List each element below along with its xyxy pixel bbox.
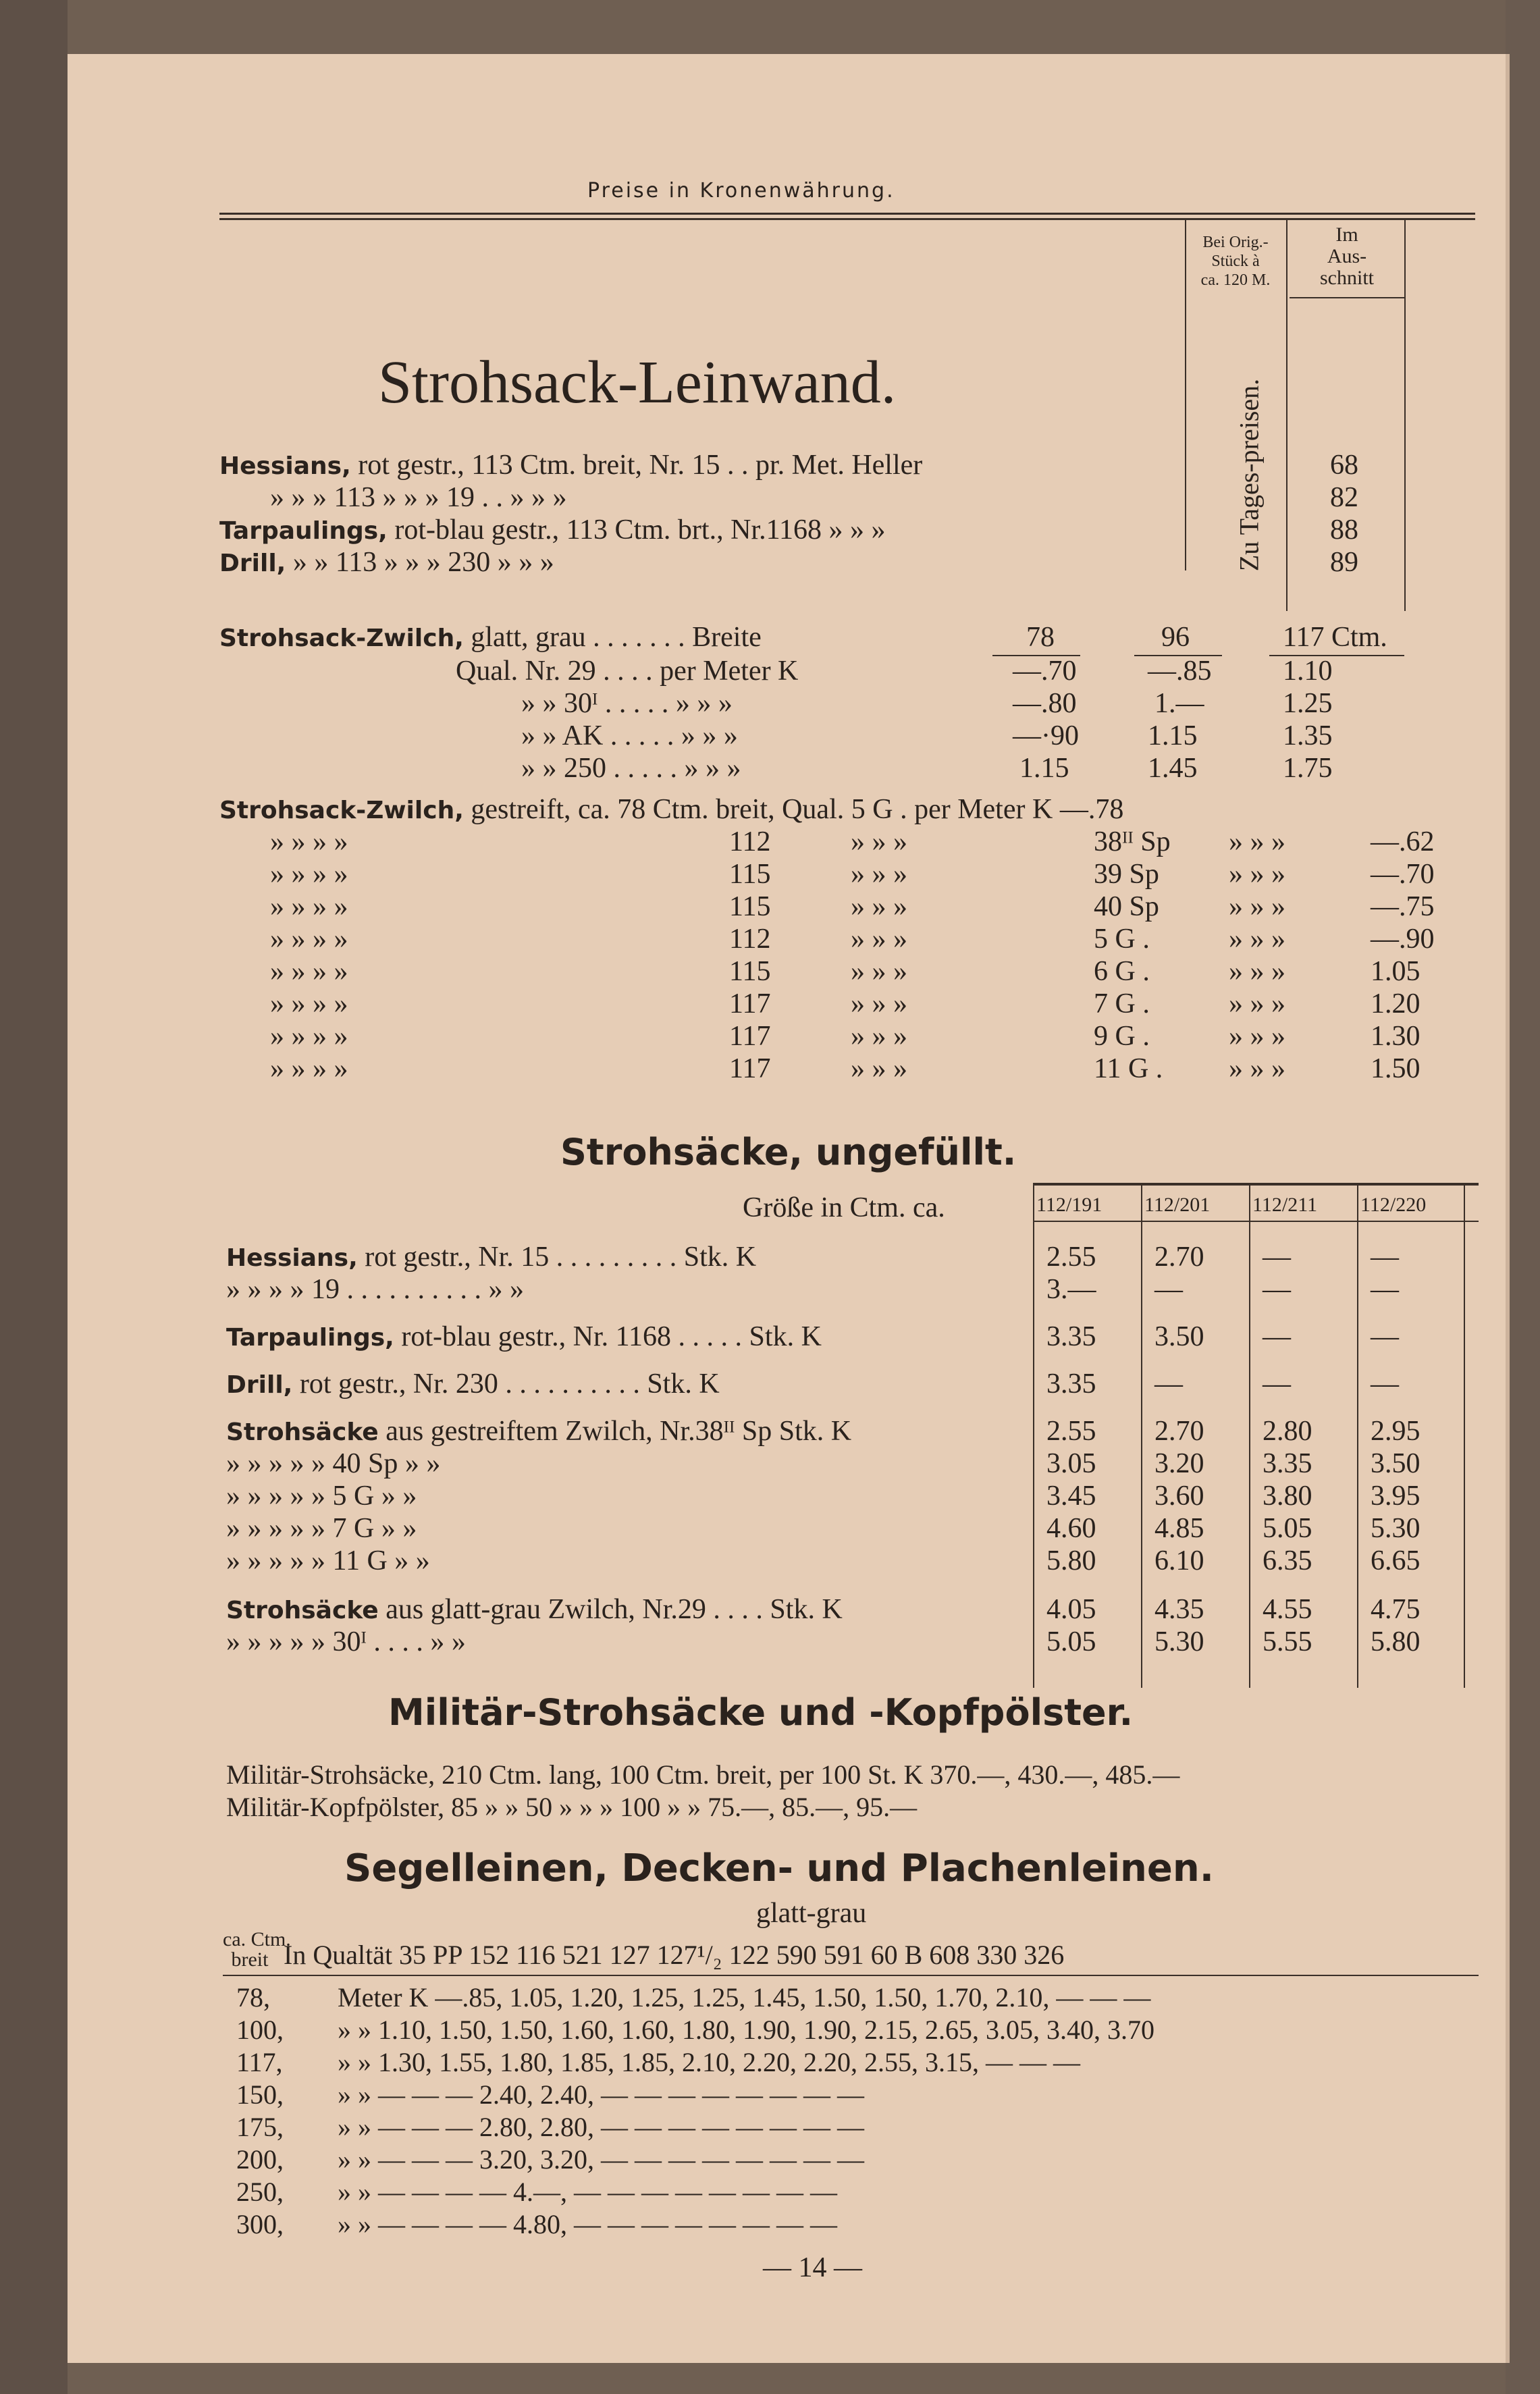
zwilch-glatt-row: » » 250 . . . . . » » » (521, 753, 741, 784)
gestreift-quality: 9 G . (1094, 1021, 1150, 1052)
price-cell: — (1154, 1274, 1183, 1305)
price-cell: — (1263, 1242, 1291, 1273)
price-cell: 5.30 (1371, 1513, 1420, 1544)
price-cell: 5.30 (1154, 1626, 1204, 1657)
price-cell: 6.35 (1263, 1545, 1312, 1576)
gestreift-width: 117 (729, 1053, 771, 1084)
price-cell: 1.25 (1283, 688, 1333, 719)
page-header: Preise in Kronenwährung. (587, 179, 895, 203)
cut-price-header: Im Aus- schnitt (1320, 223, 1374, 289)
column-divider (1249, 1185, 1250, 1688)
ungefuellt-row (226, 1368, 720, 1402)
gestreift-ditto: » » » (1229, 826, 1285, 857)
size-col: 112/220 (1360, 1194, 1427, 1216)
segel-row: » » — — — 2.80, 2.80, — — — — — — — — (338, 2112, 864, 2142)
gestreift-ditto: » » » » (270, 1053, 348, 1084)
price-cell: 1.75 (1283, 753, 1333, 784)
header-underline (1290, 297, 1404, 298)
gestreift-price: 1.50 (1371, 1053, 1420, 1084)
price-cell: 4.85 (1154, 1513, 1204, 1544)
price-cell: 2.95 (1371, 1416, 1420, 1447)
page-number: — 14 — (763, 2252, 862, 2283)
price-cell: — (1371, 1242, 1399, 1273)
ungefuellt-row: » » » » 19 . . . . . . . . . . » » (226, 1274, 524, 1305)
price-cell: — (1154, 1368, 1183, 1400)
price-cell: 5.05 (1046, 1626, 1096, 1657)
ungefuellt-row: » » » » » 40 Sp » » (226, 1448, 441, 1479)
segel-width: 175, (236, 2112, 284, 2142)
gestreift-ditto: » » » (1229, 859, 1285, 890)
militaer-line: Militär-Strohsäcke, 210 Ctm. lang, 100 Ctm. breit, per 100 St. K 370.—, 430.—, 485.— (226, 1759, 1180, 1790)
militaer-line: Militär-Kopfpölster, 85 » » 50 » » » 100 » » 75.—, 85.—, 95.— (226, 1792, 918, 1822)
segel-row: » » — — — 2.40, 2.40, — — — — — — — — (338, 2079, 864, 2110)
gestreift-quality: 5 G . (1094, 924, 1150, 955)
leinwand-price: 82 (1330, 482, 1358, 513)
gestreift-ditto: » » » (851, 826, 907, 857)
leinwand-price: 68 (1330, 450, 1358, 481)
original-piece-header: Bei Orig.- Stück à ca. 120 M. (1200, 234, 1271, 289)
price-cell: 2.70 (1154, 1242, 1204, 1273)
width-96: 96 (1161, 622, 1190, 653)
price-cell: 3.05 (1046, 1448, 1096, 1479)
ungefuellt-row (226, 1321, 822, 1354)
price-cell: — (1263, 1321, 1291, 1352)
gestreift-ditto: » » » (1229, 924, 1285, 955)
price-cell: — (1371, 1321, 1399, 1352)
section-title-leinwand: Strohsack-Leinwand. (378, 349, 897, 416)
gestreift-quality: 40 Sp (1094, 891, 1159, 922)
price-cell: — (1263, 1274, 1291, 1305)
gestreift-price: —.90 (1371, 924, 1435, 955)
zwilch-glatt-row: » » 30ᴵ . . . . . » » » (521, 688, 733, 719)
gestreift-ditto: » » » (851, 859, 907, 890)
segel-width: 100, (236, 2015, 284, 2045)
gestreift-ditto: » » » (1229, 1021, 1285, 1052)
gestreift-ditto: » » » » (270, 1021, 348, 1052)
segel-width: 300, (236, 2209, 284, 2239)
zwilch-glatt-header: Strohsack-Zwilch, glatt, grau . . . . . . . Breite (219, 622, 762, 653)
gestreift-ditto: » » » » (270, 859, 348, 890)
segel-row: » » 1.10, 1.50, 1.50, 1.60, 1.60, 1.80, 1.90, 1.90, 2.15, 2.65, 3.05, 3.40, 3.70 (338, 2015, 1154, 2045)
price-cell: 3.— (1046, 1274, 1096, 1305)
price-cell: 2.55 (1046, 1242, 1096, 1273)
segel-rule (223, 1975, 1479, 1976)
price-cell: 1.35 (1283, 720, 1333, 751)
price-cell: 3.50 (1154, 1321, 1204, 1352)
gestreift-ditto: » » » » (270, 924, 348, 955)
column-divider (1141, 1185, 1142, 1688)
price-cell: 1.15 (1148, 720, 1198, 751)
gestreift-ditto: » » » » (270, 988, 348, 1019)
price-cell: — (1371, 1274, 1399, 1305)
gestreift-price: —.70 (1371, 859, 1435, 890)
segel-width: 200, (236, 2144, 284, 2175)
gestreift-ditto: » » » (851, 1053, 907, 1084)
gestreift-price: 1.20 (1371, 988, 1420, 1019)
price-cell: —.85 (1148, 656, 1212, 687)
price-cell: 3.35 (1263, 1448, 1312, 1479)
width-78: 78 (1026, 622, 1055, 653)
price-cell: —.80 (1013, 688, 1077, 719)
price-cell: 4.55 (1263, 1594, 1312, 1625)
gestreift-ditto: » » » (1229, 1053, 1285, 1084)
size-col: 112/201 (1144, 1194, 1211, 1216)
price-cell: — (1371, 1368, 1399, 1400)
price-cell: 1.15 (1019, 753, 1069, 784)
size-table-rule (1033, 1221, 1479, 1222)
gestreift-ditto: » » » (851, 956, 907, 987)
price-cell: 5.05 (1263, 1513, 1312, 1544)
gestreift-ditto: » » » » (270, 956, 348, 987)
ungefuellt-row (226, 1415, 851, 1449)
price-cell: 3.45 (1046, 1481, 1096, 1512)
price-cell: 2.70 (1154, 1416, 1204, 1447)
size-col: 112/211 (1252, 1194, 1318, 1216)
price-cell: 3.35 (1046, 1321, 1096, 1352)
segel-quality-head: In Qualtät 35 PP 152 116 521 127 127¹/₂ 122 590 591 60 B 608 330 326 (284, 1940, 1065, 1970)
price-cell: 5.80 (1371, 1626, 1420, 1657)
gestreift-quality: 39 Sp (1094, 859, 1159, 890)
catalog-page (68, 54, 1510, 2363)
gestreift-width: 117 (729, 988, 771, 1019)
leinwand-row: Hessians, rot gestr., 113 Ctm. breit, Nr. 15 . . pr. Met. Heller (219, 450, 923, 481)
price-cell: —.70 (1013, 656, 1077, 687)
price-cell: 4.05 (1046, 1594, 1096, 1625)
gestreift-ditto: » » » (1229, 891, 1285, 922)
row-description: rot gestr., Nr. 230 . . . . . . . . . . Stk. K (292, 1368, 720, 1400)
gestreift-quality: 38ᴵᴵ Sp (1094, 826, 1171, 857)
gestreift-price: 1.05 (1371, 956, 1420, 987)
ungefuellt-row (226, 1593, 843, 1627)
leinwand-row: Drill, » » 113 » » » 230 » » » (219, 547, 554, 578)
segel-row: » » — — — 3.20, 3.20, — — — — — — — — (338, 2144, 864, 2175)
column-divider (1033, 1185, 1034, 1688)
ungefuellt-row: » » » » » 5 G » » (226, 1481, 417, 1512)
price-cell: 4.35 (1154, 1594, 1204, 1625)
price-cell: 3.50 (1371, 1448, 1420, 1479)
price-cell: 1.— (1154, 688, 1204, 719)
section-title-segel: Segelleinen, Decken- und Plachenleinen. (344, 1846, 1215, 1890)
section-title-militaer: Militär-Strohsäcke und -Kopfpölster. (388, 1691, 1134, 1734)
zwilch-glatt-row: » » AK . . . . . » » » (521, 720, 738, 751)
price-cell: 2.55 (1046, 1416, 1096, 1447)
gestreift-ditto: » » » (851, 924, 907, 955)
gestreift-width: 115 (729, 859, 771, 890)
row-description: aus glatt-grau Zwilch, Nr.29 . . . . Stk. K (378, 1594, 843, 1625)
gestreift-width: 117 (729, 1021, 771, 1052)
daily-price-note: Zu Tages-preisen. (1233, 378, 1265, 572)
gestreift-width: 112 (729, 826, 771, 857)
row-label: Drill, (226, 1371, 293, 1399)
ungefuellt-row (226, 1241, 756, 1275)
leinwand-price: 88 (1330, 514, 1358, 546)
gestreift-price: 1.30 (1371, 1021, 1420, 1052)
column-divider (1357, 1185, 1358, 1688)
price-cell: —·90 (1013, 720, 1079, 751)
section-title-ungefuellt: Strohsäcke, ungefüllt. (560, 1131, 1017, 1173)
segel-width-head: ca. Ctm. breit (223, 1928, 291, 1971)
gestreift-ditto: » » » » (270, 826, 348, 857)
gestreift-width: 112 (729, 924, 771, 955)
size-label: Größe in Ctm. ca. (743, 1192, 945, 1223)
header-rule (219, 213, 1475, 215)
leinwand-row: Tarpaulings, rot-blau gestr., 113 Ctm. brt., Nr.1168 » » » (219, 514, 886, 546)
scan-background-right (1506, 0, 1540, 2394)
price-cell: 3.95 (1371, 1481, 1420, 1512)
segel-width: 250, (236, 2177, 284, 2207)
gestreift-quality: 7 G . (1094, 988, 1150, 1019)
price-cell: 5.55 (1263, 1626, 1312, 1657)
gestreift-ditto: » » » (851, 1021, 907, 1052)
row-label: Tarpaulings, (226, 1324, 394, 1352)
price-cell: 3.60 (1154, 1481, 1204, 1512)
zwilch-glatt-row: Qual. Nr. 29 . . . . per Meter K (456, 656, 799, 687)
row-description: rot-blau gestr., Nr. 1168 . . . . . Stk. K (394, 1321, 822, 1352)
row-description: aus gestreiftem Zwilch, Nr.38ᴵᴵ Sp Stk. K (378, 1416, 852, 1447)
ungefuellt-row: » » » » » 11 G » » (226, 1545, 430, 1576)
segel-width: 150, (236, 2079, 284, 2110)
price-cell: 5.80 (1046, 1545, 1096, 1576)
segel-row: » » — — — — 4.80, — — — — — — — — (338, 2209, 837, 2239)
column-divider (1185, 219, 1186, 570)
price-cell: 4.75 (1371, 1594, 1420, 1625)
gestreift-ditto: » » » (1229, 956, 1285, 987)
row-label: Strohsäcke (226, 1597, 379, 1624)
size-table-top-rule (1033, 1183, 1479, 1186)
scan-background-left (0, 0, 68, 2394)
price-cell: 2.80 (1263, 1416, 1312, 1447)
segel-row: » » 1.30, 1.55, 1.80, 1.85, 1.85, 2.10, 2.20, 2.20, 2.55, 3.15, — — — (338, 2047, 1080, 2077)
gestreift-quality: 6 G . (1094, 956, 1150, 987)
gestreift-ditto: » » » (1229, 988, 1285, 1019)
price-cell: 3.35 (1046, 1368, 1096, 1400)
segel-width: 117, (236, 2047, 283, 2077)
price-cell: 6.10 (1154, 1545, 1204, 1576)
row-label: Strohsäcke (226, 1418, 379, 1446)
zwilch-gestreift-header: Strohsack-Zwilch, gestreift, ca. 78 Ctm. breit, Qual. 5 G . per Meter K —.78 (219, 794, 1124, 825)
price-cell: 4.60 (1046, 1513, 1096, 1544)
row-label: Hessians, (226, 1244, 358, 1272)
price-cell: 3.80 (1263, 1481, 1312, 1512)
segel-row: Meter K —.85, 1.05, 1.20, 1.25, 1.25, 1.45, 1.50, 1.50, 1.70, 2.10, — — — (338, 1982, 1151, 2013)
gestreift-width: 115 (729, 956, 771, 987)
price-cell: 6.65 (1371, 1545, 1420, 1576)
gestreift-ditto: » » » (851, 988, 907, 1019)
gestreift-quality: 11 G . (1094, 1053, 1163, 1084)
segel-width: 78, (236, 1982, 270, 2013)
gestreift-ditto: » » » » (270, 891, 348, 922)
price-cell: — (1263, 1368, 1291, 1400)
size-col: 112/191 (1036, 1194, 1103, 1216)
row-description: rot gestr., Nr. 15 . . . . . . . . . Stk. K (357, 1242, 757, 1273)
gestreift-width: 115 (729, 891, 771, 922)
width-117: 117 Ctm. (1283, 622, 1387, 653)
column-divider (1464, 1185, 1465, 1688)
price-cell: 3.20 (1154, 1448, 1204, 1479)
ungefuellt-row: » » » » » 7 G » » (226, 1513, 417, 1544)
ungefuellt-row: » » » » » 30ᴵ . . . . » » (226, 1626, 466, 1657)
gestreift-price: —.62 (1371, 826, 1435, 857)
segel-row: » » — — — — 4.—, — — — — — — — — (338, 2177, 837, 2207)
leinwand-row: » » » 113 » » » 19 . . » » » (270, 482, 567, 513)
gestreift-ditto: » » » (851, 891, 907, 922)
price-cell: 1.45 (1148, 753, 1198, 784)
column-divider (1404, 219, 1406, 611)
segel-subtitle: glatt-grau (756, 1898, 867, 1929)
price-cell: 1.10 (1283, 656, 1333, 687)
gestreift-price: —.75 (1371, 891, 1435, 922)
column-divider (1286, 219, 1287, 611)
leinwand-price: 89 (1330, 547, 1358, 578)
